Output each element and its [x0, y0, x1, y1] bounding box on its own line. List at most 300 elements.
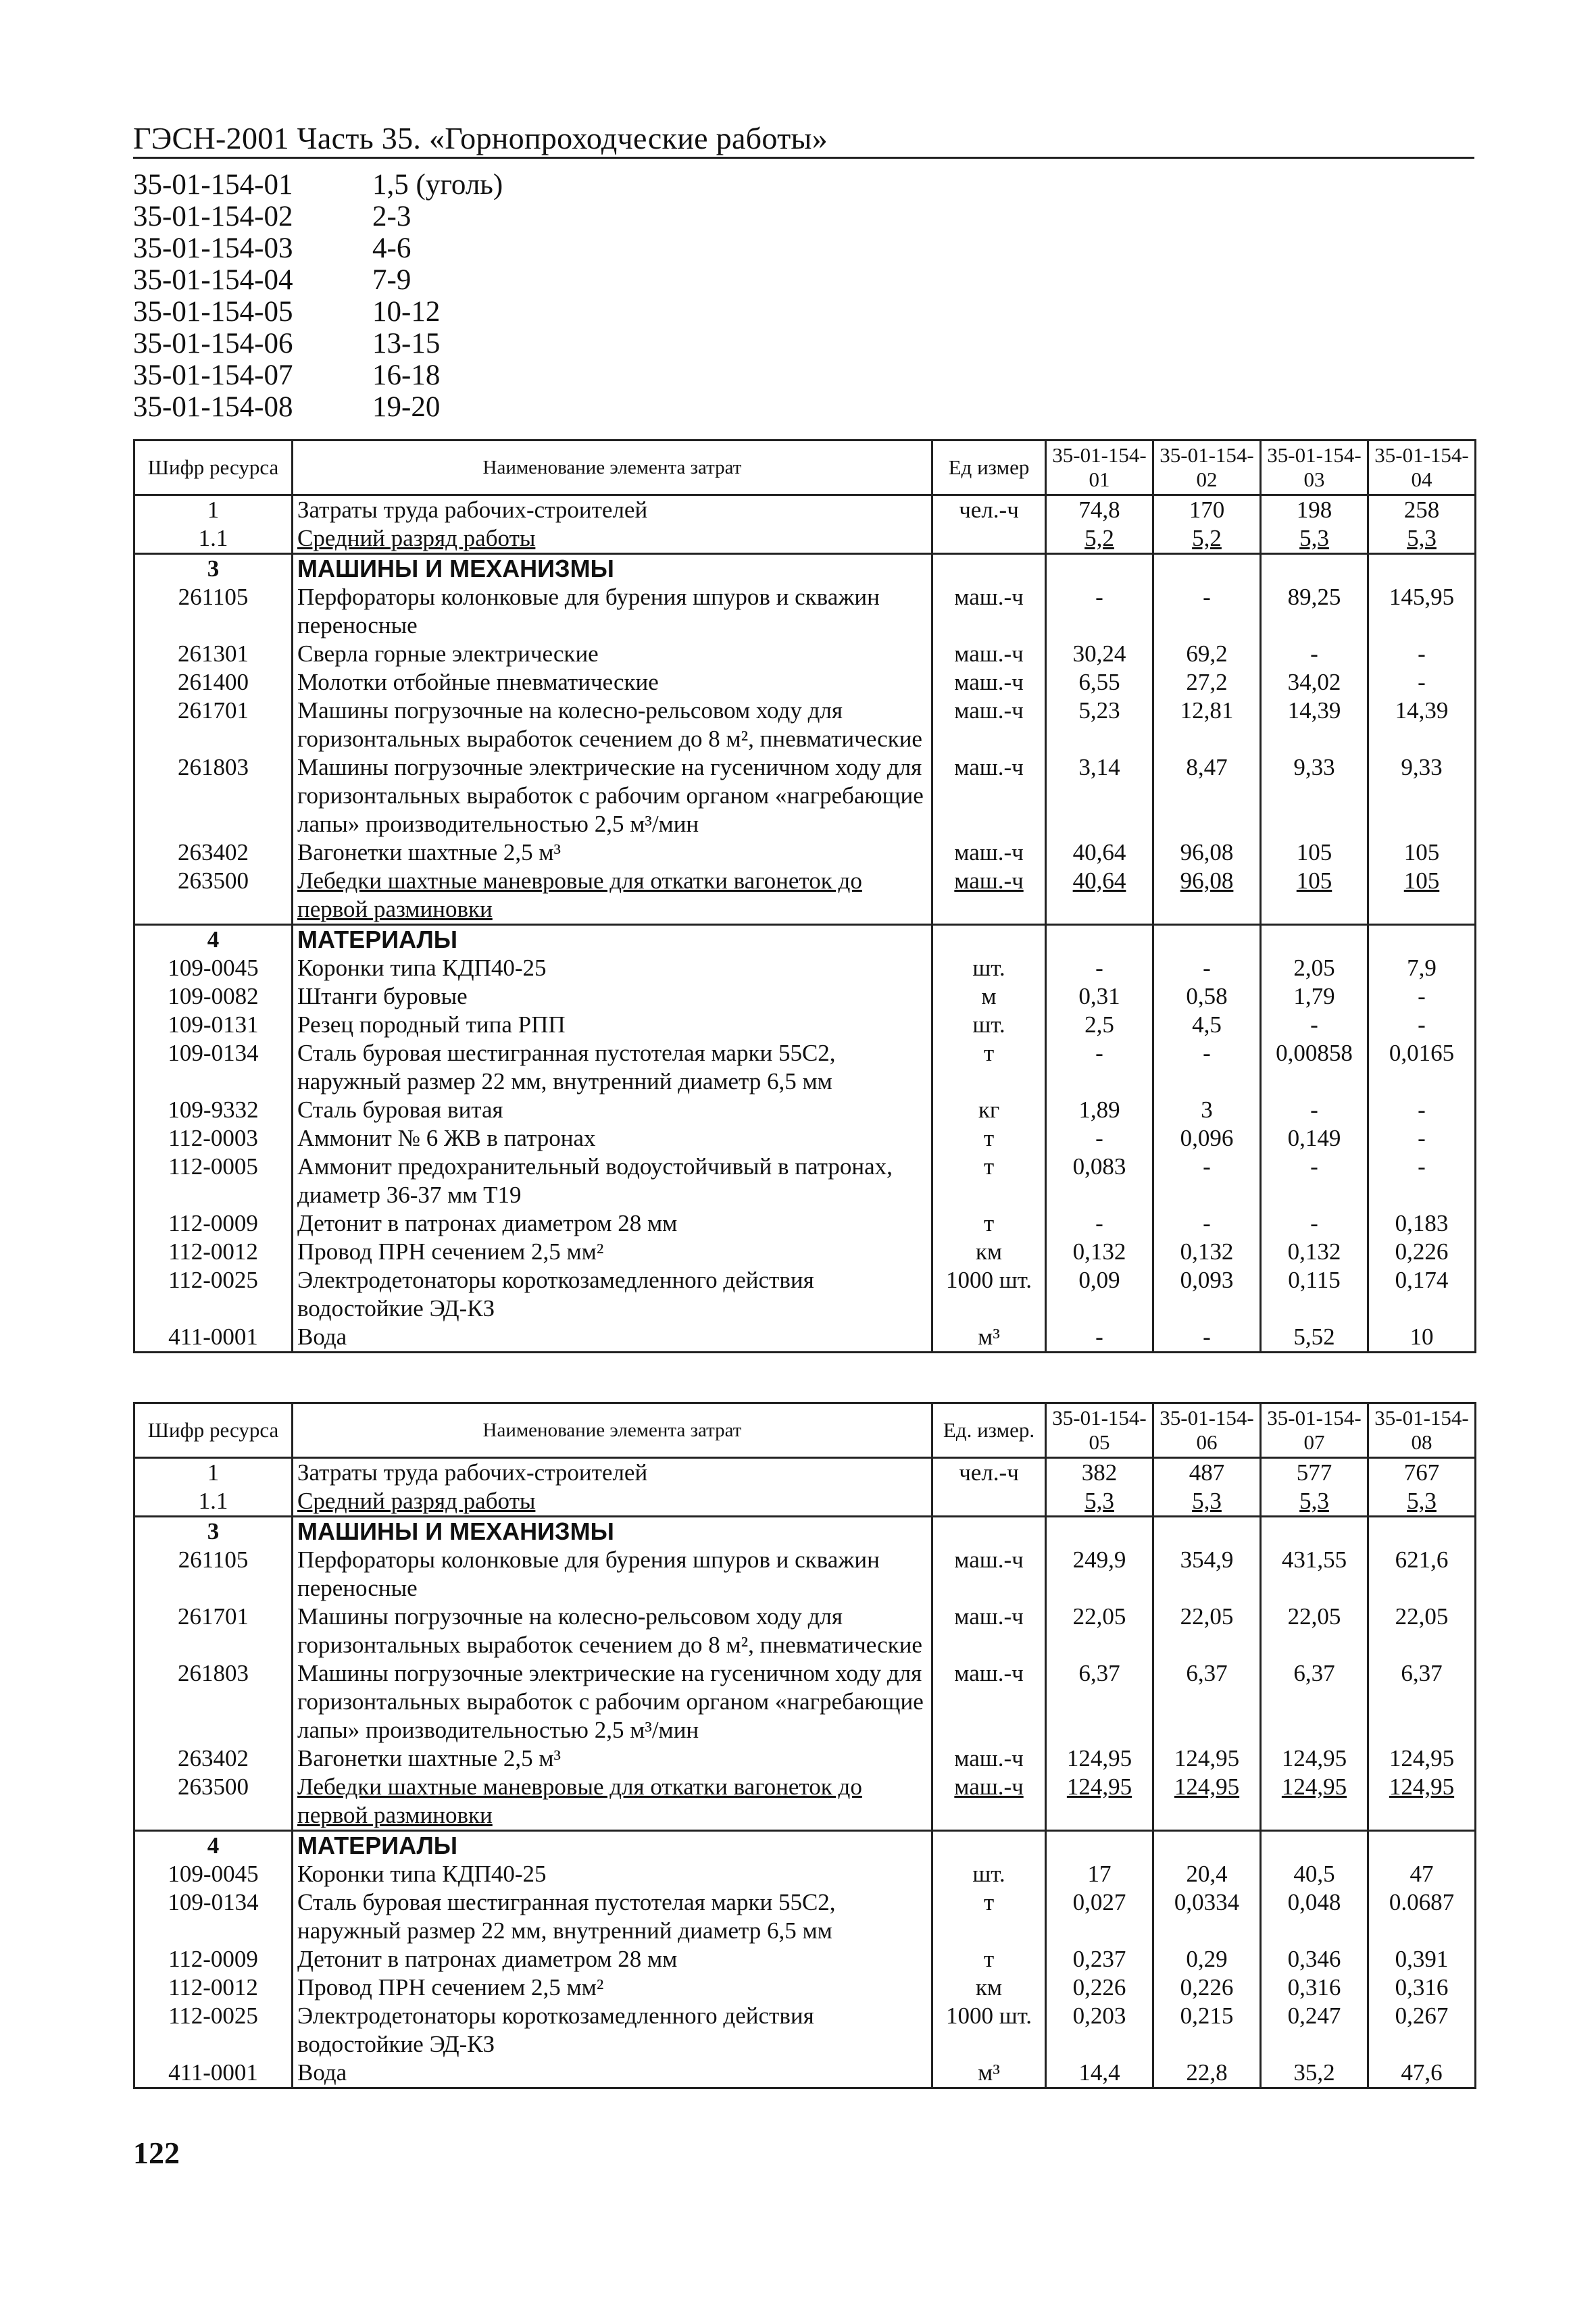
code-value: 16-18 [372, 359, 441, 391]
norm-value-cell [1368, 1517, 1476, 1546]
resource-code-cell [134, 1011, 293, 1039]
norm-value-cell [1153, 2002, 1261, 2059]
unit-cell [932, 1096, 1046, 1124]
resource-name-cell [293, 1546, 932, 1603]
norm-value-cell [1046, 982, 1153, 1011]
norm-value-cell-text: 105 [1403, 839, 1440, 865]
norm-value-cell-text: 0,247 [1287, 2003, 1341, 2029]
unit-cell-text: м³ [978, 2059, 1000, 2086]
norm-value-cell [1261, 640, 1368, 668]
code-list-item [133, 264, 503, 296]
norm-value-cell [1046, 1238, 1153, 1266]
code-id: 35-01-154-01 [133, 169, 293, 201]
resource-code-cell-text: 1.1 [198, 525, 228, 551]
unit-cell-text: маш.-ч [954, 867, 1024, 894]
norm-value-cell-text: 0,096 [1180, 1125, 1234, 1151]
norm-value-cell-text: - [1418, 983, 1426, 1009]
resource-name-cell [293, 1209, 932, 1238]
norm-value-cell-text: 96,08 [1180, 839, 1234, 865]
norm-value-cell-text: 0,316 [1287, 1974, 1341, 2001]
norm-value-cell [1368, 954, 1476, 982]
norm-value-cell-text: 0,132 [1072, 1238, 1126, 1265]
norm-value-cell-text: 0,0165 [1389, 1040, 1455, 1066]
resource-name-cell-text: Провод ПРН сечением 2,5 мм² [297, 1974, 604, 2001]
norm-value-cell [1153, 1603, 1261, 1659]
norm-value-cell-text: 0,237 [1072, 1946, 1126, 1972]
norm-value-cell [1046, 1153, 1153, 1209]
unit-cell-text: т [983, 1946, 995, 1972]
norm-value-cell [1046, 1011, 1153, 1039]
code-list-item [133, 328, 503, 359]
norm-value-cell [1261, 1153, 1368, 1209]
norm-value-cell [1261, 982, 1368, 1011]
unit-cell-text: т [983, 1210, 995, 1236]
unit-cell [932, 753, 1046, 838]
norm-value-cell-text: 17 [1087, 1861, 1112, 1887]
norm-value-cell [1368, 2002, 1476, 2059]
code-id: 35-01-154-03 [133, 232, 293, 264]
resource-name-cell-text: Молотки отбойные пневматические [297, 669, 659, 695]
code-value: 2-3 [372, 201, 412, 232]
norm-value-cell [1046, 1266, 1153, 1323]
resource-name-cell-text: МАТЕРИАЛЫ [297, 926, 458, 953]
norm-value-cell [1368, 1945, 1476, 1973]
norm-value-cell-text: 105 [1296, 839, 1332, 865]
norm-value-cell-text: 27,2 [1186, 669, 1228, 695]
norm-value-cell [1368, 1773, 1476, 1831]
unit-cell-text: чел.-ч [959, 497, 1019, 523]
norm-value-cell-text: 5,3 [1299, 1488, 1329, 1514]
code-id: 35-01-154-04 [133, 264, 293, 296]
norm-value-cell [1261, 524, 1368, 554]
resource-name-cell [293, 640, 932, 668]
unit-cell-text: маш.-ч [954, 1546, 1024, 1573]
resource-code-cell-text: 112-0025 [168, 1267, 258, 1293]
table-row [134, 1603, 1476, 1659]
norm-value-cell-text: 124,95 [1174, 1774, 1240, 1800]
unit-cell-text: т [983, 1153, 995, 1180]
norm-value-cell-text: - [1203, 1210, 1211, 1236]
resource-name-cell-text: Затраты труда рабочих-строителей [297, 1459, 648, 1486]
resource-code-cell-text: 411-0001 [168, 1324, 258, 1350]
resource-name-cell [293, 753, 932, 838]
norm-value-cell [1153, 583, 1261, 640]
table-row [134, 668, 1476, 697]
norm-value-cell [1368, 1888, 1476, 1945]
norm-value-cell [1261, 1039, 1368, 1096]
resource-code-cell-text: 1 [207, 497, 220, 523]
resource-name-cell-text: МАШИНЫ И МЕХАНИЗМЫ [297, 1517, 614, 1545]
norm-value-cell [1261, 1011, 1368, 1039]
norm-value-cell [1046, 753, 1153, 838]
unit-cell [932, 554, 1046, 584]
norm-value-cell-text: 34,02 [1287, 669, 1341, 695]
table-row [134, 1744, 1476, 1773]
resource-name-cell-text: Электродетонаторы короткозамедленного действия водостойкие ЭД-КЗ [297, 1267, 814, 1322]
norm-value-cell [1153, 1744, 1261, 1773]
resource-code-cell-text: 112-0005 [168, 1153, 258, 1180]
resource-name-cell-text: МАШИНЫ И МЕХАНИЗМЫ [297, 555, 614, 582]
col-header-name: Наименование элемента затрат [293, 1403, 932, 1458]
norm-value-cell [1261, 1773, 1368, 1831]
resource-table-1 [133, 439, 1476, 1353]
norm-value-cell-text: - [1095, 955, 1103, 981]
norm-value-cell-text: 3 [1201, 1097, 1213, 1123]
resource-code-cell [134, 1773, 293, 1831]
resource-name-cell-text: Затраты труда рабочих-строителей [297, 497, 648, 523]
norm-value-cell-text: - [1095, 1040, 1103, 1066]
col-header-name: Наименование элемента затрат [293, 441, 932, 495]
norm-value-cell [1368, 1323, 1476, 1353]
resource-name-cell-text: Электродетонаторы короткозамедленного действия водостойкие ЭД-КЗ [297, 2003, 814, 2057]
resource-name-cell-text: Вагонетки шахтные 2,5 м³ [297, 1745, 561, 1771]
norm-value-cell [1153, 1011, 1261, 1039]
norm-value-cell [1153, 1888, 1261, 1945]
resource-name-cell [293, 1124, 932, 1153]
norm-value-cell-text: 0,226 [1180, 1974, 1234, 2001]
unit-cell [932, 867, 1046, 925]
col-header-norm-2: 35-01-154-06 [1153, 1403, 1261, 1458]
resource-name-cell-text: Перфораторы колонковые для бурения шпуров и скважин переносные [297, 584, 880, 638]
resource-code-cell-text: 411-0001 [168, 2059, 258, 2086]
norm-value-cell [1153, 524, 1261, 554]
resource-code-cell-text: 263402 [178, 1745, 249, 1771]
resource-code-cell [134, 1603, 293, 1659]
norm-value-cell [1153, 2059, 1261, 2088]
resource-code-cell-text: 112-0009 [168, 1210, 258, 1236]
norm-value-cell [1153, 554, 1261, 584]
unit-cell-text: т [983, 1125, 995, 1151]
norm-value-cell-text: 0,174 [1395, 1267, 1449, 1293]
table-row [134, 1266, 1476, 1323]
norm-value-cell [1261, 925, 1368, 955]
norm-value-cell [1368, 1238, 1476, 1266]
page-number: 122 [133, 2136, 180, 2170]
unit-cell-text: чел.-ч [959, 1459, 1019, 1486]
unit-cell [932, 1458, 1046, 1488]
norm-value-cell-text: 170 [1189, 497, 1225, 523]
norm-value-cell [1046, 954, 1153, 982]
norm-value-cell [1368, 2059, 1476, 2088]
table-row [134, 1517, 1476, 1546]
norm-value-cell [1046, 1659, 1153, 1744]
norm-value-cell [1046, 640, 1153, 668]
norm-value-cell-text: 69,2 [1186, 640, 1228, 667]
unit-cell-text: шт. [972, 1011, 1005, 1038]
norm-value-cell [1368, 1096, 1476, 1124]
table-row [134, 867, 1476, 925]
page-title: ГЭСН-2001 Часть 35. «Горнопроходческие работы» [133, 121, 828, 155]
resource-code-cell [134, 2059, 293, 2088]
unit-cell-text: маш.-ч [954, 1603, 1024, 1630]
resource-code-cell-text: 109-0045 [168, 1861, 259, 1887]
norm-value-cell [1153, 1266, 1261, 1323]
norm-value-cell [1368, 982, 1476, 1011]
norm-value-cell-text: 6,55 [1078, 669, 1120, 695]
table-row [134, 1039, 1476, 1096]
resource-name-cell-text: Вагонетки шахтные 2,5 м³ [297, 839, 561, 865]
resource-name-cell [293, 1973, 932, 2002]
norm-value-cell [1261, 495, 1368, 525]
norm-value-cell [1153, 1153, 1261, 1209]
norm-value-cell-text: 5,3 [1407, 525, 1437, 551]
norm-value-cell-text: 124,95 [1066, 1774, 1132, 1800]
norm-value-cell-text: 2,5 [1084, 1011, 1114, 1038]
norm-value-cell-text: 6,37 [1078, 1660, 1120, 1686]
norm-value-cell [1368, 838, 1476, 867]
resource-code-cell [134, 867, 293, 925]
norm-value-cell [1261, 954, 1368, 982]
norm-value-cell [1261, 697, 1368, 753]
norm-value-cell [1261, 1487, 1368, 1517]
norm-value-cell-text: 431,55 [1281, 1546, 1347, 1573]
norm-value-cell [1368, 554, 1476, 584]
resource-name-cell [293, 1945, 932, 1973]
table-row [134, 495, 1476, 525]
resource-name-cell [293, 1323, 932, 1353]
col-header-norm-2: 35-01-154-02 [1153, 441, 1261, 495]
resource-code-cell-text: 263500 [178, 1774, 249, 1800]
resource-code-cell [134, 668, 293, 697]
norm-value-cell [1368, 583, 1476, 640]
resource-code-cell-text: 261105 [178, 584, 249, 610]
unit-cell-text: т [983, 1889, 995, 1915]
resource-name-cell [293, 1517, 932, 1546]
unit-cell-text: м [981, 983, 997, 1009]
norm-value-cell-text: 12,81 [1180, 697, 1234, 724]
resource-code-cell-text: 261701 [178, 697, 249, 724]
resource-code-cell [134, 1945, 293, 1973]
norm-value-cell-text: - [1310, 1153, 1318, 1180]
norm-value-cell-text: 0,048 [1287, 1889, 1341, 1915]
unit-cell-text: маш.-ч [954, 697, 1024, 724]
resource-code-cell [134, 2002, 293, 2059]
unit-cell-text: шт. [972, 955, 1005, 981]
resource-name-cell [293, 1458, 932, 1488]
resource-code-cell-text: 261803 [178, 754, 249, 780]
norm-value-cell [1368, 867, 1476, 925]
norm-value-cell [1153, 1860, 1261, 1888]
unit-cell [932, 1945, 1046, 1973]
unit-cell [932, 1487, 1046, 1517]
norm-value-cell [1368, 1659, 1476, 1744]
resource-code-cell [134, 1888, 293, 1945]
unit-cell-text: кг [978, 1097, 1000, 1123]
norm-value-cell-text: 0,093 [1180, 1267, 1234, 1293]
resource-name-cell-text: Сталь буровая витая [297, 1097, 503, 1123]
unit-cell [932, 1517, 1046, 1546]
norm-value-cell [1046, 1860, 1153, 1888]
unit-cell [932, 1039, 1046, 1096]
table-row [134, 1209, 1476, 1238]
table-row [134, 982, 1476, 1011]
resource-code-cell-text: 261400 [178, 669, 249, 695]
norm-value-cell [1153, 495, 1261, 525]
code-list-item [133, 169, 503, 201]
norm-value-cell [1153, 1039, 1261, 1096]
code-value: 4-6 [372, 232, 412, 264]
norm-value-cell-text: 0,183 [1395, 1210, 1449, 1236]
norm-value-cell-text: 0,027 [1072, 1889, 1126, 1915]
norm-value-cell [1368, 1153, 1476, 1209]
resource-code-cell-text: 1 [207, 1459, 220, 1486]
norm-value-cell [1153, 1124, 1261, 1153]
resource-code-cell-text: 112-0025 [168, 2003, 258, 2029]
norm-value-cell-text: 124,95 [1066, 1745, 1132, 1771]
norm-value-cell [1261, 1323, 1368, 1353]
norm-value-cell [1261, 1973, 1368, 2002]
table-body [134, 1458, 1476, 2088]
table-row [134, 753, 1476, 838]
resource-name-cell-text: Аммонит № 6 ЖВ в патронах [297, 1125, 596, 1151]
norm-value-cell [1046, 495, 1153, 525]
table-header-row [134, 1403, 1476, 1458]
norm-value-cell-text: 0,215 [1180, 2003, 1234, 2029]
resource-code-cell-text: 109-0131 [168, 1011, 259, 1038]
norm-value-cell [1046, 1603, 1153, 1659]
norm-value-cell-text: 7,9 [1407, 955, 1437, 981]
code-list-item [133, 359, 503, 391]
resource-name-cell [293, 954, 932, 982]
resource-name-cell [293, 524, 932, 554]
norm-value-cell-text: 0,267 [1395, 2003, 1449, 2029]
norm-value-cell [1046, 668, 1153, 697]
resource-name-cell [293, 697, 932, 753]
norm-value-cell [1368, 640, 1476, 668]
resource-name-cell-text: Перфораторы колонковые для бурения шпуров и скважин переносные [297, 1546, 880, 1601]
norm-value-cell [1368, 1039, 1476, 1096]
resource-code-cell [134, 1124, 293, 1153]
norm-value-cell [1153, 1973, 1261, 2002]
resource-code-cell [134, 753, 293, 838]
unit-cell [932, 640, 1046, 668]
norm-value-cell [1261, 753, 1368, 838]
norm-value-cell [1368, 1860, 1476, 1888]
resource-name-cell [293, 495, 932, 525]
norm-value-cell-text: 5,3 [1084, 1488, 1114, 1514]
resource-name-cell [293, 1603, 932, 1659]
resource-code-cell [134, 554, 293, 584]
code-id: 35-01-154-07 [133, 359, 293, 391]
norm-value-cell-text: 5,3 [1407, 1488, 1437, 1514]
resource-code-cell-text: 261105 [178, 1546, 249, 1573]
norm-value-cell [1261, 1659, 1368, 1744]
norm-value-cell-text: - [1310, 640, 1318, 667]
table-header-row [134, 441, 1476, 495]
resource-code-cell [134, 1039, 293, 1096]
norm-value-cell-text: - [1203, 584, 1211, 610]
resource-name-cell [293, 1744, 932, 1773]
norm-value-cell-text: 354,9 [1180, 1546, 1234, 1573]
norm-value-cell [1368, 1973, 1476, 2002]
norm-value-cell-text: - [1203, 1153, 1211, 1180]
norm-value-cell-text: 6,37 [1401, 1660, 1443, 1686]
norm-value-cell [1261, 1945, 1368, 1973]
norm-value-cell [1368, 1124, 1476, 1153]
norm-value-cell-text: 20,4 [1186, 1861, 1228, 1887]
unit-cell [932, 1603, 1046, 1659]
norm-value-cell [1368, 495, 1476, 525]
resource-code-cell [134, 1744, 293, 1773]
norm-value-cell [1046, 1209, 1153, 1238]
norm-value-cell-text: 249,9 [1072, 1546, 1126, 1573]
resource-code-cell-text: 112-0012 [168, 1974, 258, 2001]
norm-value-cell [1153, 753, 1261, 838]
table-row [134, 697, 1476, 753]
norm-value-cell [1261, 1744, 1368, 1773]
col-header-norm-4: 35-01-154-04 [1368, 441, 1476, 495]
norm-value-cell-text: 0,083 [1072, 1153, 1126, 1180]
unit-cell-text: км [975, 1974, 1003, 2001]
norm-value-cell [1261, 1124, 1368, 1153]
unit-cell [932, 1888, 1046, 1945]
norm-value-cell-text: - [1095, 584, 1103, 610]
resource-code-cell-text: 3 [207, 1518, 220, 1544]
resource-code-cell [134, 583, 293, 640]
norm-value-cell [1046, 1773, 1153, 1831]
resource-name-cell [293, 1238, 932, 1266]
resource-code-cell-text: 4 [207, 1832, 220, 1859]
resource-name-cell [293, 668, 932, 697]
resource-code-cell [134, 1266, 293, 1323]
norm-value-cell-text: 105 [1296, 867, 1332, 894]
code-value: 7-9 [372, 264, 412, 296]
code-id: 35-01-154-06 [133, 328, 293, 359]
unit-cell [932, 1153, 1046, 1209]
norm-value-cell-text: 0,226 [1395, 1238, 1449, 1265]
header-divider [133, 157, 1474, 159]
unit-cell-text: маш.-ч [954, 1745, 1024, 1771]
norm-value-cell-text: 2,05 [1293, 955, 1335, 981]
norm-value-cell [1046, 1039, 1153, 1096]
resource-name-cell-text: Резец породный типа РПП [297, 1011, 566, 1038]
resource-name-cell [293, 554, 932, 584]
norm-value-cell [1046, 1945, 1153, 1973]
norm-value-cell-text: 5,23 [1078, 697, 1120, 724]
norm-value-cell [1368, 1458, 1476, 1488]
unit-cell [932, 925, 1046, 955]
unit-cell-text: маш.-ч [954, 754, 1024, 780]
resource-name-cell-text: Коронки типа КДП40-25 [297, 1861, 547, 1887]
norm-value-cell-text: 487 [1189, 1459, 1225, 1486]
norm-value-cell-text: 198 [1296, 497, 1332, 523]
norm-value-cell [1153, 838, 1261, 867]
norm-value-cell-text: 621,6 [1395, 1546, 1449, 1573]
norm-value-cell-text: 96,08 [1180, 867, 1234, 894]
code-id: 35-01-154-02 [133, 201, 293, 232]
resource-code-cell-text: 261803 [178, 1660, 249, 1686]
norm-value-cell [1261, 1860, 1368, 1888]
norm-value-cell-text: 0,226 [1072, 1974, 1126, 2001]
norm-value-cell-text: - [1203, 1324, 1211, 1350]
unit-cell-text: км [975, 1238, 1003, 1265]
norm-value-cell [1261, 1266, 1368, 1323]
norm-value-cell-text: 9,33 [1293, 754, 1335, 780]
norm-value-cell-text: 382 [1081, 1459, 1118, 1486]
norm-value-cell-text: 0,391 [1395, 1946, 1449, 1972]
norm-value-cell-text: 0,0334 [1174, 1889, 1240, 1915]
table-row [134, 554, 1476, 584]
norm-value-cell-text: - [1095, 1125, 1103, 1151]
col-header-code: Шифр ресурса [134, 441, 293, 495]
norm-value-cell-text: 22,05 [1180, 1603, 1234, 1630]
resource-name-cell-text: Лебедки шахтные маневровые для откатки вагонеток до первой разминовки [297, 867, 862, 922]
resource-name-cell-text: Аммонит предохранительный водоустойчивый в патронах, диаметр 36-37 мм Т19 [297, 1153, 893, 1208]
norm-value-cell [1368, 753, 1476, 838]
norm-value-cell-text: 22,05 [1395, 1603, 1449, 1630]
table-row [134, 1458, 1476, 1488]
unit-cell-text: маш.-ч [954, 640, 1024, 667]
